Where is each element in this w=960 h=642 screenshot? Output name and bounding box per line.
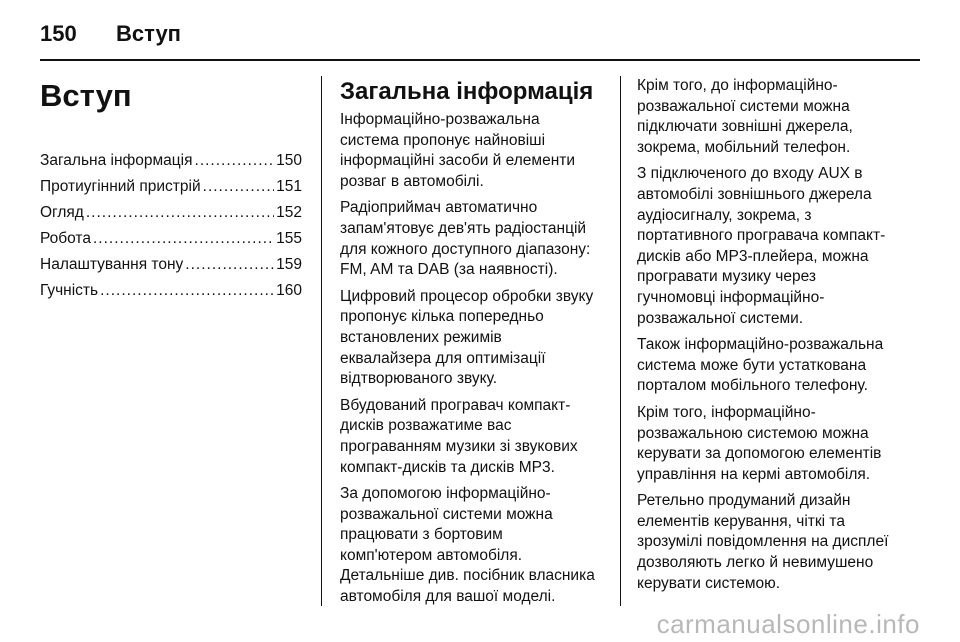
toc-page-number: 150 [276,152,302,169]
paragraph: Інформаційно-розважальна система пропонує найновіші інформаційні засоби й елементи розваг в автомобілі. [340,111,576,190]
toc-leader [93,226,274,252]
paragraph: Радіоприймач автоматично запам'ятовує дев'ять радіостанцій для кожного доступного діапазону: FM, AM та DAB (за наявності). [340,199,591,279]
page-header [40,14,181,54]
page-number: 150 [40,21,77,46]
toc-page-number: 160 [276,282,302,299]
paragraph: Цифровий процесор обробки звуку пропонує кілька попередньо встановлених режимів еквалайзера для оптимізації відтворюваного звуку. [340,287,594,388]
toc-label: Протиугінний пристрій [40,178,201,195]
toc-page-number: 152 [276,204,302,221]
toc-entry-general-info[interactable] [40,148,302,174]
toc-column [40,76,302,304]
toc-label: Робота [40,230,91,247]
paragraph: За допомогою інформаційно- розважальної системи можна працювати з бортовим комп'ютером автомобіля. Детальніше див. посібник власника автомобіля для вашої моделі. [340,485,595,606]
paragraph: З підключеного до входу AUX в автомобілі зовнішнього джерела аудіосигналу, зокрема, з портативного програвача компакт- дисків або MP3-плейера, можна програвати музику через гучномовці інформаційно- розважальної системи. [637,165,886,327]
toc-entry-anti-theft[interactable] [40,174,302,200]
toc-page-number: 151 [276,178,302,195]
toc-entry-overview[interactable] [40,200,302,226]
header-divider [40,59,920,61]
toc-entry-tone-settings[interactable] [40,252,302,278]
toc-leader [203,174,274,200]
watermark: carmanualsonline.info [656,609,920,639]
toc-label: Гучність [40,282,99,299]
paragraph: Також інформаційно-розважальна система може бути устаткована порталом мобільного телефону. [637,336,884,395]
toc-leader [86,200,274,226]
toc-page-number: 159 [276,256,302,273]
chapter-title: Вступ [40,78,132,113]
paragraph: Вбудований програвач компакт- дисків розважатиме вас програванням музики зі звукових компакт-дисків та дисків MP3. [340,396,578,476]
toc-page-number: 155 [276,230,302,247]
toc-leader [100,278,274,304]
toc-label: Налаштування тону [40,256,184,273]
toc-leader [195,148,275,174]
toc-leader [185,252,274,278]
paragraph: Ретельно продуманий дизайн елементів керування, чіткі та зрозумілі повідомлення на дисплеї дозволяють легко й невимушено керувати системою. [637,492,889,592]
column-divider-2 [620,76,621,606]
column-divider-1 [321,76,322,606]
header-section-title: Вступ [116,21,181,46]
section-title: Загальна інформація [340,78,594,105]
paragraph: Крім того, інформаційно- розважальною системою можна керувати за допомогою елементів управління на кермі автомобіля. [637,403,882,483]
table-of-contents [40,148,302,304]
toc-entry-operation[interactable] [40,226,302,252]
paragraph: Крім того, до інформаційно- розважальної системи можна підключати зовнішні джерела, зокрема, мобільний телефон. [637,77,853,156]
toc-label: Загальна інформація [40,152,193,169]
general-info-column [340,76,606,614]
continued-text-column [637,76,917,600]
toc-label: Огляд [40,204,84,221]
toc-entry-volume[interactable] [40,278,302,304]
